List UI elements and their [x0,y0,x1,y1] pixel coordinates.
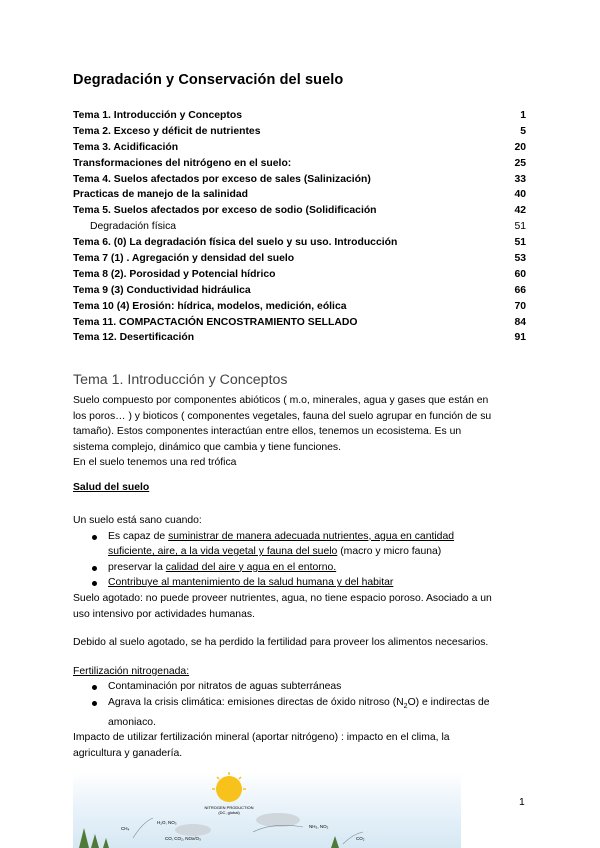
toc-entry[interactable] [73,156,526,172]
list-item: Es capaz de suministrar de manera adecuada nutrientes, agua en cantidad suficiente, aire, a la vida vegetal y fauna del suelo (macro y micro fauna) [73,529,533,560]
toc-entry-page: 51 [514,237,526,249]
toc-entry-page: 40 [514,189,526,201]
text-line: los poros… ) y bioticos ( componentes vegetales, fauna del suelo agrupar en función de su [73,410,492,422]
toc-entry-page: 20 [514,141,526,153]
figure-caption-sub: (DC, global) [218,810,240,815]
toc-entry-page: 66 [514,284,526,296]
toc-entry-label: Tema 1. Introducción y Conceptos [73,110,242,121]
text-line: Debido al suelo agotado, se ha perdido la fertilidad para proveer los alimentos necesarios. [73,637,489,649]
toc-entry[interactable] [73,315,526,331]
toc-entry[interactable] [73,299,526,315]
text-line: tamaño). Estos componentes interactúan entre ellos, tenemos un ecosistema. Es un [73,426,462,438]
toc-entry-page: 70 [514,300,526,312]
figure-label: CO₂ [356,836,365,841]
list-item: Contribuye al mantenimiento de la salud humana y del habitar [73,575,533,591]
toc-entry[interactable] [73,203,526,219]
toc-entry[interactable] [73,251,526,267]
list-item: preservar la calidad del aire y agua en el entorno. [73,560,533,576]
text-line: Impacto de utilizar fertilización mineral (aportar nitrógeno) : impacto en el clima, la [73,732,450,744]
salud-content [73,513,533,761]
toc-entry[interactable] [73,124,526,140]
sun-icon [212,772,246,802]
figure-label: CH₄ [121,826,130,831]
document-title: Degradación y Conservación del suelo [73,72,344,88]
toc-entry-label: Practicas de manejo de la salinidad [73,189,248,201]
figure-label: NH₃, NO₂ [309,824,329,829]
toc-entry-label: Tema 5. Suelos afectados por exceso de sodio (Solidificación [73,205,377,217]
toc-entry[interactable] [73,267,526,283]
page-number: 1 [519,797,525,808]
intro-paragraph [73,393,533,471]
toc-entry[interactable] [73,108,526,124]
text-line: agricultura y ganadería. [73,747,183,759]
toc-entry-label: Tema 8 (2). Porosidad y Potencial hídrico [73,268,276,280]
salud-heading: Salud del suelo [73,482,150,493]
toc-entry[interactable] [73,219,526,235]
toc-entry-label: Tema 6. (0) La degradación física del suelo y su uso. Introducción [73,237,398,249]
toc-entry-label: Tema 10 (4) Erosión: hídrica, modelos, medición, eólica [73,300,347,312]
nitrogen-cycle-figure [73,772,461,848]
toc-entry[interactable] [73,187,526,203]
text-line: En el suelo tenemos una red trófica [73,457,237,469]
toc-entry-page: 5 [520,125,526,137]
table-of-contents [73,108,526,346]
toc-entry-page: 42 [514,205,526,217]
cloud-icon [175,813,300,836]
sano-list [73,529,533,591]
fertilizacion-heading: Fertilización nitrogenada: [73,665,190,677]
text-line: Suelo compuesto por componentes abióticos ( m.o, minerales, agua y gases que están en [73,395,489,406]
figure-label: H₂O, NO₃ [157,820,177,825]
text-line: Suelo agotado: no puede proveer nutrientes, agua, no tiene espacio poroso. Asociado a un [73,592,492,604]
toc-entry-label: Tema 4. Suelos afectados por exceso de sales (Salinización) [73,173,371,185]
toc-entry-label: Tema 3. Acidificación [73,141,179,153]
toc-entry[interactable] [73,235,526,251]
toc-entry-page: 84 [514,316,526,328]
nitrogen-cycle-illustration [73,772,461,848]
text-line: uso intensivo por actividades humanas. [73,608,255,620]
toc-entry-page: 51 [514,221,526,233]
toc-entry-label: Tema 7 (1) . Agregación y densidad del suelo [73,253,295,265]
figure-caption: NITROGEN PRODUCTION [204,805,254,810]
toc-entry-label: Tema 2. Exceso y déficit de nutrientes [73,125,261,137]
toc-entry-label: Transformaciones del nitrógeno en el suelo: [73,157,292,169]
toc-entry-label: Tema 9 (3) Conductividad hidráulica [73,284,251,296]
toc-entry-page: 33 [514,173,526,185]
toc-entry-page: 60 [514,268,526,280]
toc-entry-label: Degradación física [90,221,177,233]
toc-entry-page: 53 [514,253,526,265]
list-item: Agrava la crisis climática: emisiones directas de óxido nitroso $(N_2O)$ e indirectas de amoniaco. [73,695,533,730]
toc-entry[interactable] [73,283,526,299]
toc-entry[interactable] [73,330,526,346]
toc-entry-label: Tema 11. COMPACTACIÓN ENCOSTRAMIENTO SELLADO [73,316,358,328]
toc-entry-page: 1 [520,110,526,121]
figure-label: CO, CO₂, NOx/O₃ [165,836,201,841]
toc-entry-page: 91 [514,332,526,344]
toc-entry-label: Tema 12. Desertificación [73,332,195,344]
toc-entry[interactable] [73,140,526,156]
text-line: Un suelo está sano cuando: [73,515,202,526]
fertilizacion-list [73,679,533,730]
toc-entry[interactable] [73,172,526,188]
list-item: Contaminación por nitratos de aguas subterráneas [73,679,533,695]
text-line: sistema complejo, dinámico que cambia y tiene funciones. [73,441,341,453]
toc-entry-page: 25 [514,157,526,169]
section-heading: Tema 1. Introducción y Conceptos [73,372,288,388]
